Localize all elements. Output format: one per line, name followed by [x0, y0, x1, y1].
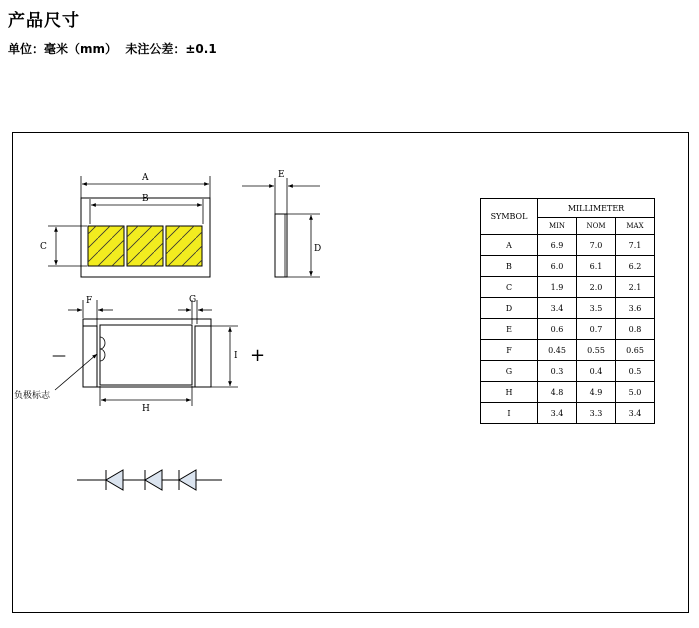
units-tolerance-note: 单位：毫米（mm） 未注公差：±0.1	[8, 42, 217, 56]
row-nom: 4.9	[577, 382, 616, 403]
top-view	[40, 173, 210, 277]
row-nom: 0.7	[577, 319, 616, 340]
row-max: 3.6	[616, 298, 655, 319]
row-max: 3.4	[616, 403, 655, 424]
row-symbol: E	[481, 319, 538, 340]
row-min: 1.9	[538, 277, 577, 298]
row-min: 0.45	[538, 340, 577, 361]
plus-sign: +	[250, 345, 266, 366]
row-symbol: F	[481, 340, 538, 361]
row-min: 3.4	[538, 403, 577, 424]
dim-label-i: I	[234, 351, 238, 361]
nom-header: NOM	[577, 218, 616, 235]
row-symbol: D	[481, 298, 538, 319]
row-max: 7.1	[616, 235, 655, 256]
dim-label-f: F	[86, 296, 93, 306]
row-nom: 2.0	[577, 277, 616, 298]
table-row	[481, 319, 655, 340]
max-header: MAX	[616, 218, 655, 235]
table-row	[481, 403, 655, 424]
row-min: 3.4	[538, 298, 577, 319]
row-max: 5.0	[616, 382, 655, 403]
table-row	[481, 277, 655, 298]
dim-label-c: C	[40, 242, 47, 252]
row-min: 6.9	[538, 235, 577, 256]
row-min: 4.8	[538, 382, 577, 403]
row-symbol: A	[481, 235, 538, 256]
row-min: 6.0	[538, 256, 577, 277]
dim-label-d: D	[314, 244, 322, 254]
dim-label-h: H	[142, 404, 150, 414]
dim-label-a: A	[142, 173, 149, 183]
table-row	[481, 340, 655, 361]
dimension-table	[480, 198, 655, 424]
row-max: 2.1	[616, 277, 655, 298]
symbol-header: SYMBOL	[481, 199, 538, 235]
table-row	[481, 235, 655, 256]
diode-string	[77, 470, 222, 490]
row-nom: 6.1	[577, 256, 616, 277]
row-symbol: B	[481, 256, 538, 277]
row-nom: 0.55	[577, 340, 616, 361]
row-max: 0.65	[616, 340, 655, 361]
diode-symbol-icon	[106, 470, 123, 490]
row-nom: 0.4	[577, 361, 616, 382]
cathode-mark-label: 负极标志	[14, 391, 51, 401]
row-max: 0.5	[616, 361, 655, 382]
diode-symbol-icon	[145, 470, 162, 490]
row-min: 0.6	[538, 319, 577, 340]
row-symbol: C	[481, 277, 538, 298]
table-row	[481, 256, 655, 277]
dim-label-b: B	[142, 194, 149, 204]
row-symbol: I	[481, 403, 538, 424]
side-view	[242, 170, 321, 277]
chip-window	[100, 325, 192, 385]
row-min: 0.3	[538, 361, 577, 382]
row-nom: 3.3	[577, 403, 616, 424]
row-symbol: G	[481, 361, 538, 382]
page-title: 产品尺寸	[8, 11, 80, 31]
row-max: 6.2	[616, 256, 655, 277]
row-symbol: H	[481, 382, 538, 403]
table-row	[481, 382, 655, 403]
row-nom: 7.0	[577, 235, 616, 256]
millimeter-header: MILLIMETER	[538, 199, 655, 218]
diode-symbol-icon	[179, 470, 196, 490]
bottom-view	[52, 295, 265, 414]
minus-sign: —	[52, 348, 66, 364]
dim-label-g: G	[189, 295, 197, 305]
table-row	[481, 298, 655, 319]
pad-left	[83, 326, 97, 387]
min-header: MIN	[538, 218, 577, 235]
chip-cells	[88, 226, 202, 266]
row-max: 0.8	[616, 319, 655, 340]
table-row	[481, 361, 655, 382]
dim-label-e: E	[278, 170, 285, 180]
pad-right	[195, 326, 211, 387]
row-nom: 3.5	[577, 298, 616, 319]
